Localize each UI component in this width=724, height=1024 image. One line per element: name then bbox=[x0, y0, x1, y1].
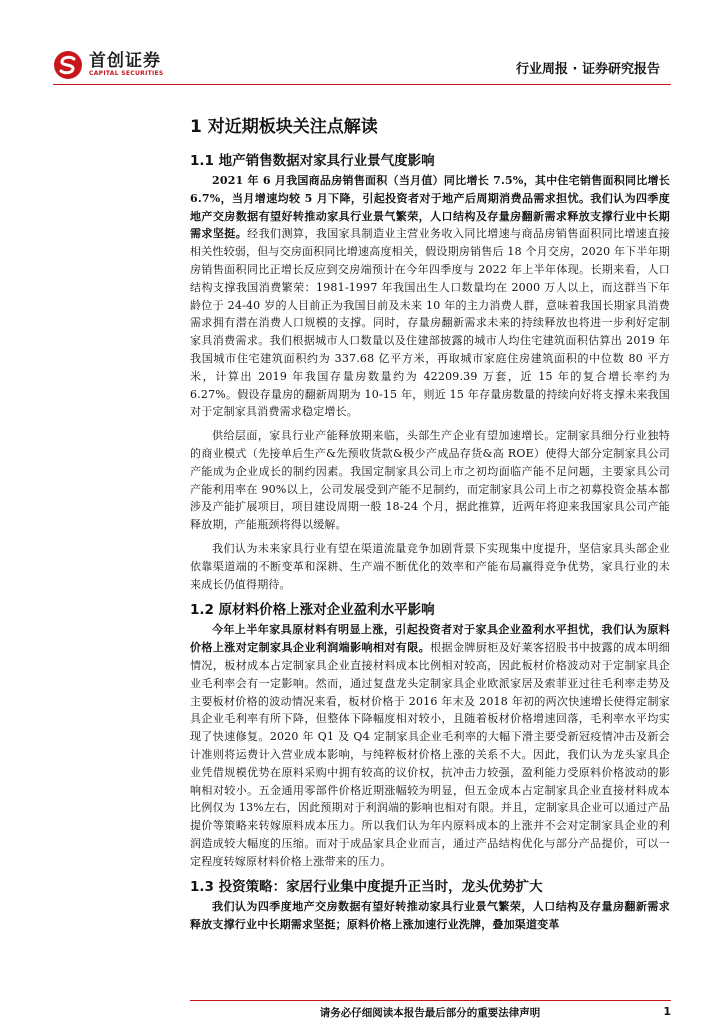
section-1-1-key-point: 2021 年 6 月我国商品房销售面积（当月值）同比增长 7.5%，其中住宅销售面积同比增长 6.7%，当月增速均较 5 月下降，引起投资者对于地产后周期消费品需求担忧。我们认为四季度地产交房数据有望好转推动家具行业景气繁荣，人口结构及存量房翻新需求释放支撑行业中长期需求坚挺。 bbox=[190, 174, 670, 241]
logo-english-name: CAPITAL SECURITIES bbox=[89, 70, 164, 77]
company-logo bbox=[53, 50, 164, 80]
page-header bbox=[0, 0, 724, 96]
logo-chinese-name: 首创证券 bbox=[89, 51, 161, 71]
section-1-2-title: 1.2 原材料价格上涨对企业盈利水平影响 bbox=[190, 602, 435, 619]
section-1-3-paragraph-1 bbox=[190, 898, 670, 934]
section-1-3-key-point: 我们认为四季度地产交房数据有望好转推动家具行业景气繁荣，人口结构及存量房翻新需求释放支撑行业中长期需求坚挺；原料价格上涨加速行业洗牌，叠加渠道变革 bbox=[190, 900, 670, 932]
page-number: 1 bbox=[663, 1005, 671, 1018]
section-1-1-paragraph-1 bbox=[190, 172, 670, 421]
section-1-1-title: 1.1 地产销售数据对家具行业景气度影响 bbox=[190, 153, 435, 169]
legal-disclaimer-notice: 请务必仔细阅读本报告最后部分的重要法律声明 bbox=[319, 1007, 541, 1019]
report-body bbox=[190, 113, 670, 940]
section-1-title: 1 对近期板块关注点解读 bbox=[190, 117, 378, 137]
section-1-1-paragraph-3: 我们认为未来家具行业有望在渠道流量竞争加剧背景下实现集中度提升，坚信家具头部企业依靠渠道端的不断变革和深耕、生产端不断优化的效率和产能布局赢得竞争优势，家具行业的未来成长仍值得期待。 bbox=[190, 541, 670, 591]
section-1-2-key-point: 今年上半年家具原材料有明显上涨，引起投资者对于家具企业盈利水平担忧，我们认为原料价格上涨对定制家具企业利润端影响相对有限。 bbox=[190, 623, 670, 655]
footer-divider bbox=[190, 1000, 671, 1001]
header-divider bbox=[53, 84, 671, 85]
section-1-3-title: 1.3 投资策略：家居行业集中度提升正当时，龙头优势扩大 bbox=[190, 879, 543, 896]
section-1-1-paragraph-1-body: 经我们测算，我国家具制造业主营业务收入同比增速与商品房销售面积同比增速直接相关性较弱，但与交房面积同比增速高度相关，假设期房销售后 18 个月交房，2020 年下半年期房销售面积同比正增长反应到交房端预计在今年四季度与 2022 年上半年体现。长期来看，人口结构支撑我国消费繁荣：1981-1997 年我国出生人口数量均在 2000 万人以上，而这群当下年龄位于 24-40 岁的人目前正为我国目前及未来 10 年的主力消费人群，意味着我国长期家具消费需求拥有潜在消费人口规模的支撑。同时，存量房翻新需求未来的持续释放也将进一步利好定制家具消费需求。我们根据城市人口数量以及住建部披露的城市人均住宅建筑面积估算出 2019 年我国城市住宅建筑面积约为 337.68 亿平方米，再取城市家庭住房建筑面积的中位数 80 平方米，计算出 2019 年我国存量房数量约为 42209.39 万套，近 15 年的复合增长率约为 6.27%。假设存量房的翻新周期为 10-15 年，则近 15 年存量房数量的持续向好将支撑未来我国对于定制家具消费需求稳定增长。 bbox=[190, 227, 670, 419]
section-1-2-paragraph-1 bbox=[190, 621, 670, 870]
capital-securities-logo-icon bbox=[53, 50, 83, 80]
section-1-2-paragraph-1-body: 根据金牌厨柜及好莱客招股书中披露的成本明细情况，板材成本占定制家具企业直接材料成本比例相对较高，因此板材价格波动对于定制家具企业毛利率会有一定影响。然而，通过复盘龙头定制家具企业欧派家居及索菲亚过往毛利率走势及主要板材价格的波动情况来看，板材价格于 2016 年末及 2018 年初的两次快速增长使得定制家具企业毛利率有所下降，但整体下降幅度相对较小，且随着板材价格增速回落，毛利率水平均实现了快速修复。2020 年 Q1 及 Q4 定制家具企业毛利率的大幅下滑主要受新冠疫情冲击及新会计准则将运费计入营业成本影响，与纯粹板材价格上涨的关系不大。因此，我们认为龙头家具企业凭借规模优势在原料采购中拥有较高的议价权，抗冲击力较强，盈利能力受原料价格波动的影响相对较小。五金通用零部件价格近期涨幅较为明显，但五金成本占定制家具企业直接材料成本比例仅为 13%左右，因此预期对于利润端的影响也相对有限。并且，定制家具企业可以通过产品提价等策略来转嫁原料成本压力。所以我们认为年内原料成本的上涨并不会对定制家具企业的利润造成较大幅度的压缩。而对于成品家具企业而言，通过产品结构优化与部分产品提价，可以一定程度转嫁原材料价格上涨带来的压力。 bbox=[190, 641, 671, 868]
report-type-label: 行业周报 · 证券研究报告 bbox=[516, 62, 660, 77]
section-1-1-paragraph-2: 供给层面，家具行业产能释放期来临，头部生产企业有望加速增长。定制家具细分行业独特的商业模式（先接单后生产&先预收货款&极少产成品存货&高 ROE）使得大部分定制家具公司产能成为企业成长的制约因素。我国定制家具公司上市之初均面临产能不足问题，主要家具公司产能利用率在 90%以上，公司发展受到产能不足制约，而定制家具公司上市之初募投资金基本都涉及产能扩展项目，项目建设周期一般 18-24 个月，据此推算，近两年将迎来我国家具公司产能释放期，产能瓶颈将得以缓解。 bbox=[190, 429, 670, 532]
